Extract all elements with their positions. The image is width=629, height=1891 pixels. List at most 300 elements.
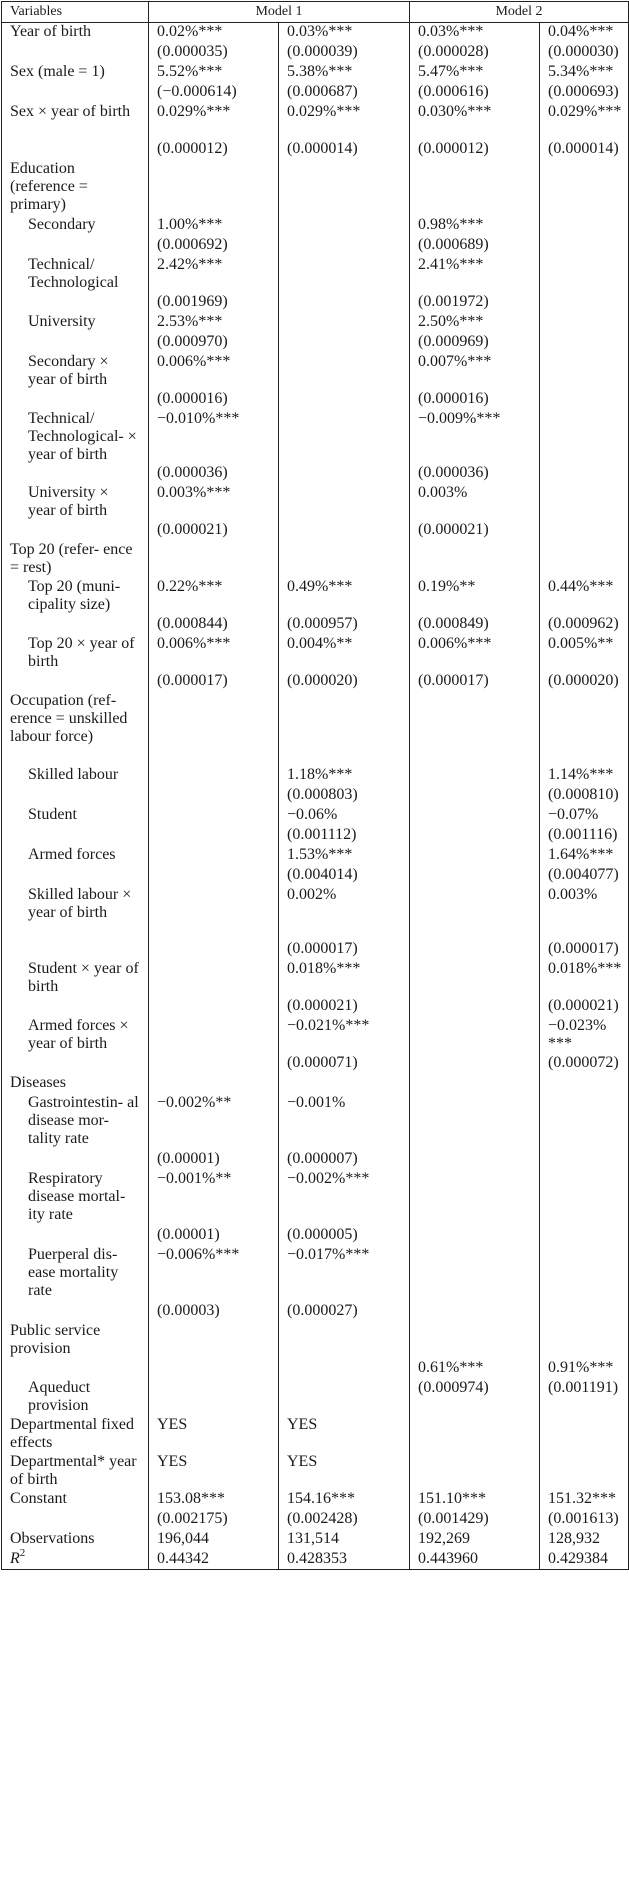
- cell-model2-col4: [540, 1150, 629, 1170]
- cell-model2-col3: [410, 1017, 540, 1054]
- cell-model2-col4: [540, 1302, 629, 1322]
- row-label: [2, 1490, 149, 1510]
- row-label: [2, 866, 149, 886]
- cell-value: 2.50%***: [418, 312, 484, 330]
- cell-value: (0.000849): [418, 614, 489, 632]
- table-row: [2, 997, 629, 1017]
- cell-value: (0.001972): [418, 292, 489, 310]
- row-label: [2, 103, 149, 140]
- cell-value: 0.02%***: [157, 23, 223, 40]
- cell-model1-col1: [149, 940, 279, 960]
- row-label: [2, 464, 149, 484]
- cell-model1-col1: [149, 1302, 279, 1322]
- row-label-text: Diseases: [10, 1073, 66, 1091]
- table-row: [2, 464, 629, 484]
- row-label-text: Top 20 (muni- cipality size): [28, 577, 121, 613]
- cell-model2-col4: [540, 1359, 629, 1379]
- table-row: [2, 1322, 629, 1359]
- row-label: [2, 635, 149, 672]
- cell-value: 154.16***: [287, 1489, 355, 1507]
- cell-value: (0.00003): [157, 1301, 220, 1319]
- cell-model2-col3: [410, 997, 540, 1017]
- cell-model2-col4: [540, 1490, 629, 1510]
- row-label: [2, 293, 149, 313]
- cell-value: 1.53%***: [287, 845, 353, 863]
- row-label: [2, 960, 149, 997]
- row-label: [2, 1094, 149, 1150]
- table-row: [2, 63, 629, 83]
- cell-value: 2.42%***: [157, 255, 223, 273]
- cell-model2-col3: [410, 464, 540, 484]
- header-model-2: Model 2: [410, 2, 629, 23]
- cell-model1-col2: [279, 541, 410, 578]
- cell-model1-col1: [149, 1379, 279, 1416]
- cell-model2-col3: [410, 866, 540, 886]
- cell-value: 0.004%**: [287, 634, 353, 652]
- cell-model1-col1: [149, 786, 279, 806]
- cell-model2-col3: [410, 692, 540, 766]
- row-label-text: Gastrointestin- al disease mor- tality rate: [28, 1093, 139, 1147]
- table-row: [2, 140, 629, 160]
- table-row: [2, 766, 629, 786]
- cell-model1-col2: [279, 766, 410, 786]
- cell-model2-col3: [410, 313, 540, 333]
- cell-value: (0.004014): [287, 865, 358, 883]
- cell-model2-col4: [540, 353, 629, 390]
- table-row: [2, 635, 629, 672]
- cell-model1-col1: [149, 997, 279, 1017]
- cell-value: YES: [157, 1452, 188, 1470]
- cell-model1-col1: [149, 353, 279, 390]
- cell-model2-col4: [540, 256, 629, 293]
- cell-model1-col2: [279, 672, 410, 692]
- cell-model1-col2: [279, 1074, 410, 1094]
- cell-value: 5.52%***: [157, 62, 223, 80]
- cell-value: (0.000036): [157, 463, 228, 481]
- cell-model1-col1: [149, 541, 279, 578]
- cell-model1-col1: [149, 293, 279, 313]
- table-row: [2, 293, 629, 313]
- cell-model1-col1: [149, 1054, 279, 1074]
- row-label: [2, 43, 149, 63]
- cell-model1-col2: [279, 160, 410, 216]
- cell-model2-col3: [410, 960, 540, 997]
- row-label: [2, 23, 149, 43]
- cell-model1-col1: [149, 578, 279, 615]
- table-row: [2, 826, 629, 846]
- cell-model1-col1: [149, 1453, 279, 1490]
- row-label: [2, 160, 149, 216]
- row-label-text: Observations: [10, 1529, 95, 1547]
- cell-value: 0.007%***: [418, 352, 492, 370]
- cell-value: 196,044: [157, 1529, 209, 1547]
- cell-model1-col2: [279, 1094, 410, 1150]
- row-label-text: Year of birth: [10, 23, 92, 40]
- cell-model2-col3: [410, 1453, 540, 1490]
- cell-model1-col1: [149, 333, 279, 353]
- cell-model2-col3: [410, 1074, 540, 1094]
- cell-model1-col2: [279, 997, 410, 1017]
- cell-model1-col2: [279, 1453, 410, 1490]
- cell-value: (0.002428): [287, 1509, 358, 1527]
- row-label-text: Secondary: [28, 215, 96, 233]
- cell-model2-col4: [540, 333, 629, 353]
- cell-model1-col2: [279, 353, 410, 390]
- cell-value: (0.000969): [418, 332, 489, 350]
- table-row: [2, 256, 629, 293]
- row-label-text: Skilled labour: [28, 765, 119, 783]
- row-label: [2, 1546, 149, 1570]
- row-label: [2, 521, 149, 541]
- cell-model1-col2: [279, 846, 410, 866]
- table-row: [2, 1246, 629, 1302]
- row-label: [2, 846, 149, 866]
- cell-model2-col4: [540, 521, 629, 541]
- cell-model1-col1: [149, 256, 279, 293]
- cell-model1-col1: [149, 1170, 279, 1226]
- cell-value: 0.029%***: [287, 102, 361, 120]
- cell-model2-col4: [540, 806, 629, 826]
- cell-model2-col4: [540, 160, 629, 216]
- cell-value: (0.004077): [548, 865, 619, 883]
- cell-value: −0.06%: [287, 805, 338, 823]
- cell-value: 0.003%: [418, 483, 468, 501]
- cell-model1-col1: [149, 866, 279, 886]
- regression-table: [1, 1, 629, 1570]
- cell-value: (0.000017): [157, 671, 228, 689]
- cell-model2-col3: [410, 256, 540, 293]
- row-label-text: University × year of birth: [28, 483, 109, 519]
- cell-model1-col2: [279, 390, 410, 410]
- cell-model2-col3: [410, 333, 540, 353]
- row-label-text: University: [28, 312, 96, 330]
- cell-model1-col2: [279, 1490, 410, 1510]
- row-label-text: Aqueduct provision: [28, 1378, 91, 1414]
- row-label-text: Education (reference = primary): [10, 159, 88, 213]
- cell-value: −0.07%: [548, 805, 599, 823]
- cell-value: 0.49%***: [287, 577, 353, 595]
- cell-model1-col2: [279, 521, 410, 541]
- cell-model2-col3: [410, 216, 540, 236]
- cell-model2-col3: [410, 1490, 540, 1510]
- cell-value: (0.001969): [157, 292, 228, 310]
- row-label: [2, 313, 149, 333]
- row-label: [2, 140, 149, 160]
- cell-model1-col1: [149, 140, 279, 160]
- cell-model1-col1: [149, 615, 279, 635]
- cell-model2-col3: [410, 1094, 540, 1150]
- table-row: [2, 846, 629, 866]
- cell-model2-col4: [540, 766, 629, 786]
- cell-model1-col1: [149, 1246, 279, 1302]
- cell-model1-col2: [279, 1359, 410, 1379]
- cell-model1-col2: [279, 866, 410, 886]
- cell-model2-col4: [540, 63, 629, 83]
- row-label: [2, 766, 149, 786]
- cell-value: (0.00001): [157, 1225, 220, 1243]
- cell-value: (0.000020): [287, 671, 358, 689]
- table-row: [2, 1074, 629, 1094]
- table-row: [2, 1094, 629, 1150]
- table-row: [2, 216, 629, 236]
- cell-model2-col3: [410, 484, 540, 521]
- row-label-text: Puerperal dis- ease mortality rate: [28, 1245, 119, 1299]
- row-label-text: Sex × year of birth: [10, 102, 131, 120]
- row-label: [2, 541, 149, 578]
- table-row: [2, 484, 629, 521]
- cell-value: 151.10***: [418, 1489, 486, 1507]
- cell-value: (0.002175): [157, 1509, 228, 1527]
- cell-value: 0.018%***: [548, 959, 622, 977]
- cell-value: 1.18%***: [287, 765, 353, 783]
- cell-model1-col2: [279, 83, 410, 103]
- cell-model2-col4: [540, 672, 629, 692]
- cell-value: −0.001%**: [157, 1169, 232, 1187]
- cell-model2-col4: [540, 692, 629, 766]
- cell-value: (0.000021): [157, 520, 228, 538]
- row-label: [2, 1074, 149, 1094]
- cell-value: 5.34%***: [548, 62, 614, 80]
- cell-model1-col1: [149, 1017, 279, 1054]
- cell-model1-col1: [149, 846, 279, 866]
- table-row: [2, 83, 629, 103]
- cell-model2-col4: [540, 464, 629, 484]
- cell-value: −0.001%: [287, 1093, 346, 1111]
- cell-model2-col4: [540, 866, 629, 886]
- row-label-text: Top 20 (refer- ence = rest): [10, 540, 133, 576]
- cell-value: −0.002%***: [287, 1169, 370, 1187]
- cell-value: 0.006%***: [157, 352, 231, 370]
- cell-model2-col4: [540, 1550, 629, 1570]
- row-label: [2, 806, 149, 826]
- cell-value: 0.002%: [287, 885, 337, 903]
- table-row: [2, 236, 629, 256]
- table-row: [2, 410, 629, 464]
- cell-value: (0.000027): [287, 1301, 358, 1319]
- row-label-text: Armed forces × year of birth: [28, 1016, 129, 1052]
- cell-model1-col2: [279, 103, 410, 140]
- cell-value: (0.000021): [287, 996, 358, 1014]
- cell-model2-col4: [540, 1416, 629, 1453]
- cell-value: (0.000957): [287, 614, 358, 632]
- cell-model2-col3: [410, 826, 540, 846]
- r-squared-label: R: [10, 1549, 20, 1567]
- cell-model1-col1: [149, 1416, 279, 1453]
- table-row: [2, 1302, 629, 1322]
- cell-value: 0.428353: [287, 1549, 347, 1567]
- row-label: [2, 615, 149, 635]
- row-label-text: Top 20 × year of birth: [28, 634, 135, 670]
- cell-model2-col4: [540, 1453, 629, 1490]
- cell-model2-col3: [410, 63, 540, 83]
- table-row: [2, 1510, 629, 1530]
- cell-model2-col4: [540, 960, 629, 997]
- cell-model1-col2: [279, 43, 410, 63]
- cell-value: (0.000030): [548, 42, 619, 60]
- cell-value: 0.03%***: [418, 23, 484, 40]
- cell-model1-col1: [149, 886, 279, 940]
- table-row: [2, 23, 629, 43]
- cell-model1-col2: [279, 1170, 410, 1226]
- cell-model1-col1: [149, 1322, 279, 1359]
- cell-model1-col2: [279, 256, 410, 293]
- cell-model2-col3: [410, 103, 540, 140]
- cell-model2-col3: [410, 578, 540, 615]
- row-label-text: Student × year of birth: [28, 959, 139, 995]
- row-label: [2, 826, 149, 846]
- cell-model2-col4: [540, 1017, 629, 1054]
- cell-model2-col4: [540, 103, 629, 140]
- table-row: [2, 615, 629, 635]
- cell-model2-col4: [540, 43, 629, 63]
- cell-model2-col4: [540, 313, 629, 333]
- cell-model1-col1: [149, 1550, 279, 1570]
- cell-value: (0.000007): [287, 1149, 358, 1167]
- cell-model1-col1: [149, 410, 279, 464]
- cell-model1-col1: [149, 464, 279, 484]
- cell-model2-col3: [410, 766, 540, 786]
- cell-value: (0.000014): [548, 139, 619, 157]
- cell-value: YES: [157, 1415, 188, 1433]
- cell-value: 5.47%***: [418, 62, 484, 80]
- cell-model2-col3: [410, 1302, 540, 1322]
- cell-model2-col3: [410, 1510, 540, 1530]
- cell-value: (0.000017): [418, 671, 489, 689]
- cell-value: 0.030%***: [418, 102, 492, 120]
- row-label-text: Occupation (ref- erence = unskilled labour force): [10, 691, 128, 745]
- cell-value: 0.003%***: [157, 483, 231, 501]
- cell-model2-col4: [540, 940, 629, 960]
- cell-model1-col2: [279, 806, 410, 826]
- cell-model1-col1: [149, 160, 279, 216]
- cell-model1-col2: [279, 333, 410, 353]
- table-row: [2, 541, 629, 578]
- cell-model2-col4: [540, 1094, 629, 1150]
- table-row: [2, 1550, 629, 1570]
- table-row: [2, 886, 629, 940]
- cell-value: (0.000039): [287, 42, 358, 60]
- cell-model1-col2: [279, 578, 410, 615]
- row-label: [2, 1379, 149, 1416]
- cell-value: 0.22%***: [157, 577, 223, 595]
- cell-value: (0.000974): [418, 1378, 489, 1396]
- cell-value: (0.000071): [287, 1053, 358, 1071]
- row-label-text: Departmental fixed effects: [10, 1415, 134, 1451]
- table-row: [2, 1150, 629, 1170]
- cell-model2-col4: [540, 1379, 629, 1416]
- cell-model1-col2: [279, 615, 410, 635]
- row-label: [2, 672, 149, 692]
- cell-model1-col2: [279, 140, 410, 160]
- cell-model1-col1: [149, 521, 279, 541]
- cell-value: (0.001613): [548, 1509, 619, 1527]
- cell-model2-col3: [410, 293, 540, 313]
- cell-model1-col1: [149, 1226, 279, 1246]
- cell-model2-col4: [540, 1510, 629, 1530]
- cell-model2-col3: [410, 886, 540, 940]
- cell-value: 0.029%***: [157, 102, 231, 120]
- cell-model1-col1: [149, 806, 279, 826]
- header-model-1: Model 1: [149, 2, 410, 23]
- table-row: [2, 1359, 629, 1379]
- cell-value: YES: [287, 1452, 318, 1470]
- cell-model2-col4: [540, 140, 629, 160]
- cell-model2-col3: [410, 410, 540, 464]
- table-row: [2, 1416, 629, 1453]
- cell-model2-col4: [540, 484, 629, 521]
- cell-model1-col2: [279, 216, 410, 236]
- cell-value: 2.41%***: [418, 255, 484, 273]
- cell-model1-col1: [149, 103, 279, 140]
- cell-value: 0.61%***: [418, 1358, 484, 1376]
- cell-value: (0.000020): [548, 671, 619, 689]
- cell-value: (0.000693): [548, 82, 619, 100]
- cell-value: (0.000962): [548, 614, 619, 632]
- row-label: [2, 1510, 149, 1530]
- cell-model2-col3: [410, 1416, 540, 1453]
- table-row: [2, 43, 629, 63]
- table-row: [2, 1054, 629, 1074]
- cell-value: (0.000016): [418, 389, 489, 407]
- cell-model1-col2: [279, 63, 410, 83]
- cell-value: (0.001429): [418, 1509, 489, 1527]
- row-label-text: Departmental* year of birth: [10, 1452, 137, 1488]
- cell-model2-col4: [540, 1226, 629, 1246]
- cell-value: 0.98%***: [418, 215, 484, 233]
- row-label: [2, 1226, 149, 1246]
- cell-model2-col4: [540, 826, 629, 846]
- cell-model1-col2: [279, 1226, 410, 1246]
- cell-value: (0.000810): [548, 785, 619, 803]
- cell-model2-col3: [410, 1530, 540, 1550]
- cell-value: (0.000005): [287, 1225, 358, 1243]
- cell-model2-col3: [410, 1150, 540, 1170]
- cell-value: 151.32***: [548, 1489, 616, 1507]
- row-label: [2, 216, 149, 236]
- row-label-text: Secondary × year of birth: [28, 352, 109, 388]
- table-row: [2, 672, 629, 692]
- cell-value: (0.000017): [287, 939, 358, 957]
- cell-value: 0.44%***: [548, 577, 614, 595]
- cell-value: (0.000021): [548, 996, 619, 1014]
- cell-model1-col1: [149, 43, 279, 63]
- cell-value: (0.000021): [418, 520, 489, 538]
- table-row: [2, 940, 629, 960]
- cell-value: (0.000689): [418, 235, 489, 253]
- cell-value: −0.017%***: [287, 1245, 370, 1263]
- table-row: [2, 103, 629, 140]
- row-label: [2, 1170, 149, 1226]
- row-label: [2, 692, 149, 766]
- cell-value: (0.000616): [418, 82, 489, 100]
- cell-model2-col4: [540, 1530, 629, 1550]
- cell-value: (0.000012): [418, 139, 489, 157]
- cell-model2-col4: [540, 997, 629, 1017]
- cell-value: 0.005%**: [548, 634, 614, 652]
- cell-value: (0.001112): [287, 825, 357, 843]
- table-row: [2, 1490, 629, 1510]
- cell-model2-col4: [540, 1170, 629, 1226]
- cell-value: 0.003%: [548, 885, 598, 903]
- cell-model2-col3: [410, 615, 540, 635]
- cell-value: 0.429384: [548, 1549, 608, 1567]
- cell-value: 131,514: [287, 1529, 339, 1547]
- row-label: [2, 1359, 149, 1379]
- cell-model2-col4: [540, 1322, 629, 1359]
- cell-value: (0.00001): [157, 1149, 220, 1167]
- cell-model1-col1: [149, 236, 279, 256]
- cell-model2-col3: [410, 1550, 540, 1570]
